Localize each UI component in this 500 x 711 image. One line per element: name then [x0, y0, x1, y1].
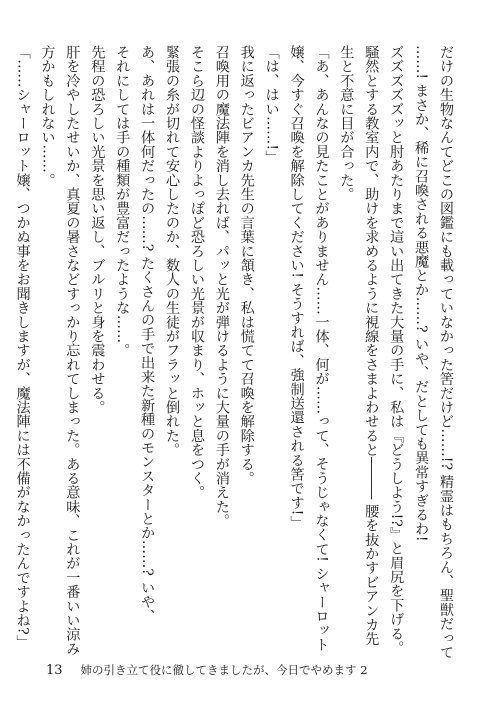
- text-line: ……! まさか、稀に召喚される悪魔とか……? いや、だとしても異常すぎるわ!: [413, 45, 430, 542]
- text-line: 嬢、今すぐ召喚を解除してください! そうすれば、強制送還される筈です!」: [288, 45, 305, 530]
- body-text: [14, 45, 458, 660]
- text-line: 「は、はい……!」: [263, 45, 280, 165]
- text-line: 方かもしれない……。: [39, 45, 56, 187]
- text-line: あ、あれは一体何だったの……? たくさんの手で出来た新種のモンスターとか……? いや、: [139, 45, 156, 623]
- page-footer: [46, 661, 368, 679]
- text-line: 召喚用の魔法陣を消し去れば、パッと光が弾けるように大量の手が消えた。: [213, 45, 230, 528]
- text-line: 「あ、あんなの見たことがありません……一体、何が……って、そうじゃなくて! シャーロット: [313, 45, 330, 652]
- text-line: 緊張の糸が切れて安心したのか、数人の生徒がフラッと倒れた。: [164, 45, 181, 457]
- page-number: 13: [46, 662, 63, 678]
- text-line: 肝を冷やしたせいか、真夏の暑さなどすっかり忘れてしまった。ある意味、これが一番いい涼み: [64, 45, 81, 656]
- text-line: 騒然とする教室内で、助けを求めるように視線をさまよわせると――― 腰を抜かすビアンカ先: [363, 45, 380, 646]
- text-line: 我に返ったビアンカ先生の言葉に頷き、私は慌てて召喚を解除する。: [238, 45, 255, 486]
- text-line: 生と不意に目が合った。: [338, 45, 355, 202]
- text-line: ズズズズズッと肘あたりまで這い出てきた大量の手に、私は『どうしよう!?』と眉尻を下げる。: [388, 45, 405, 655]
- text-line: 先程の恐ろしい光景を思い返し、ブルリと身を震わせる。: [89, 45, 106, 415]
- text-line: だけの生物なんてどこの図鑑にも載っていなかった筈だけど……!? 精霊はもちろん、聖獣だって: [438, 45, 454, 660]
- text-line: そこら辺の怪談よりよっぽど恐ろしい光景が収まり、ホッと息をつく。: [188, 45, 205, 500]
- book-title: 姉の引き立て役に徹してきましたが、今日でやめます 2: [80, 663, 368, 677]
- text-line: 「……シャーロット嬢、つかぬ事をお聞きしますが、魔法陣には不備がなかったんですよね?」: [14, 45, 31, 649]
- text-line: それにしては手の種類が豊富だったような……。: [114, 45, 131, 358]
